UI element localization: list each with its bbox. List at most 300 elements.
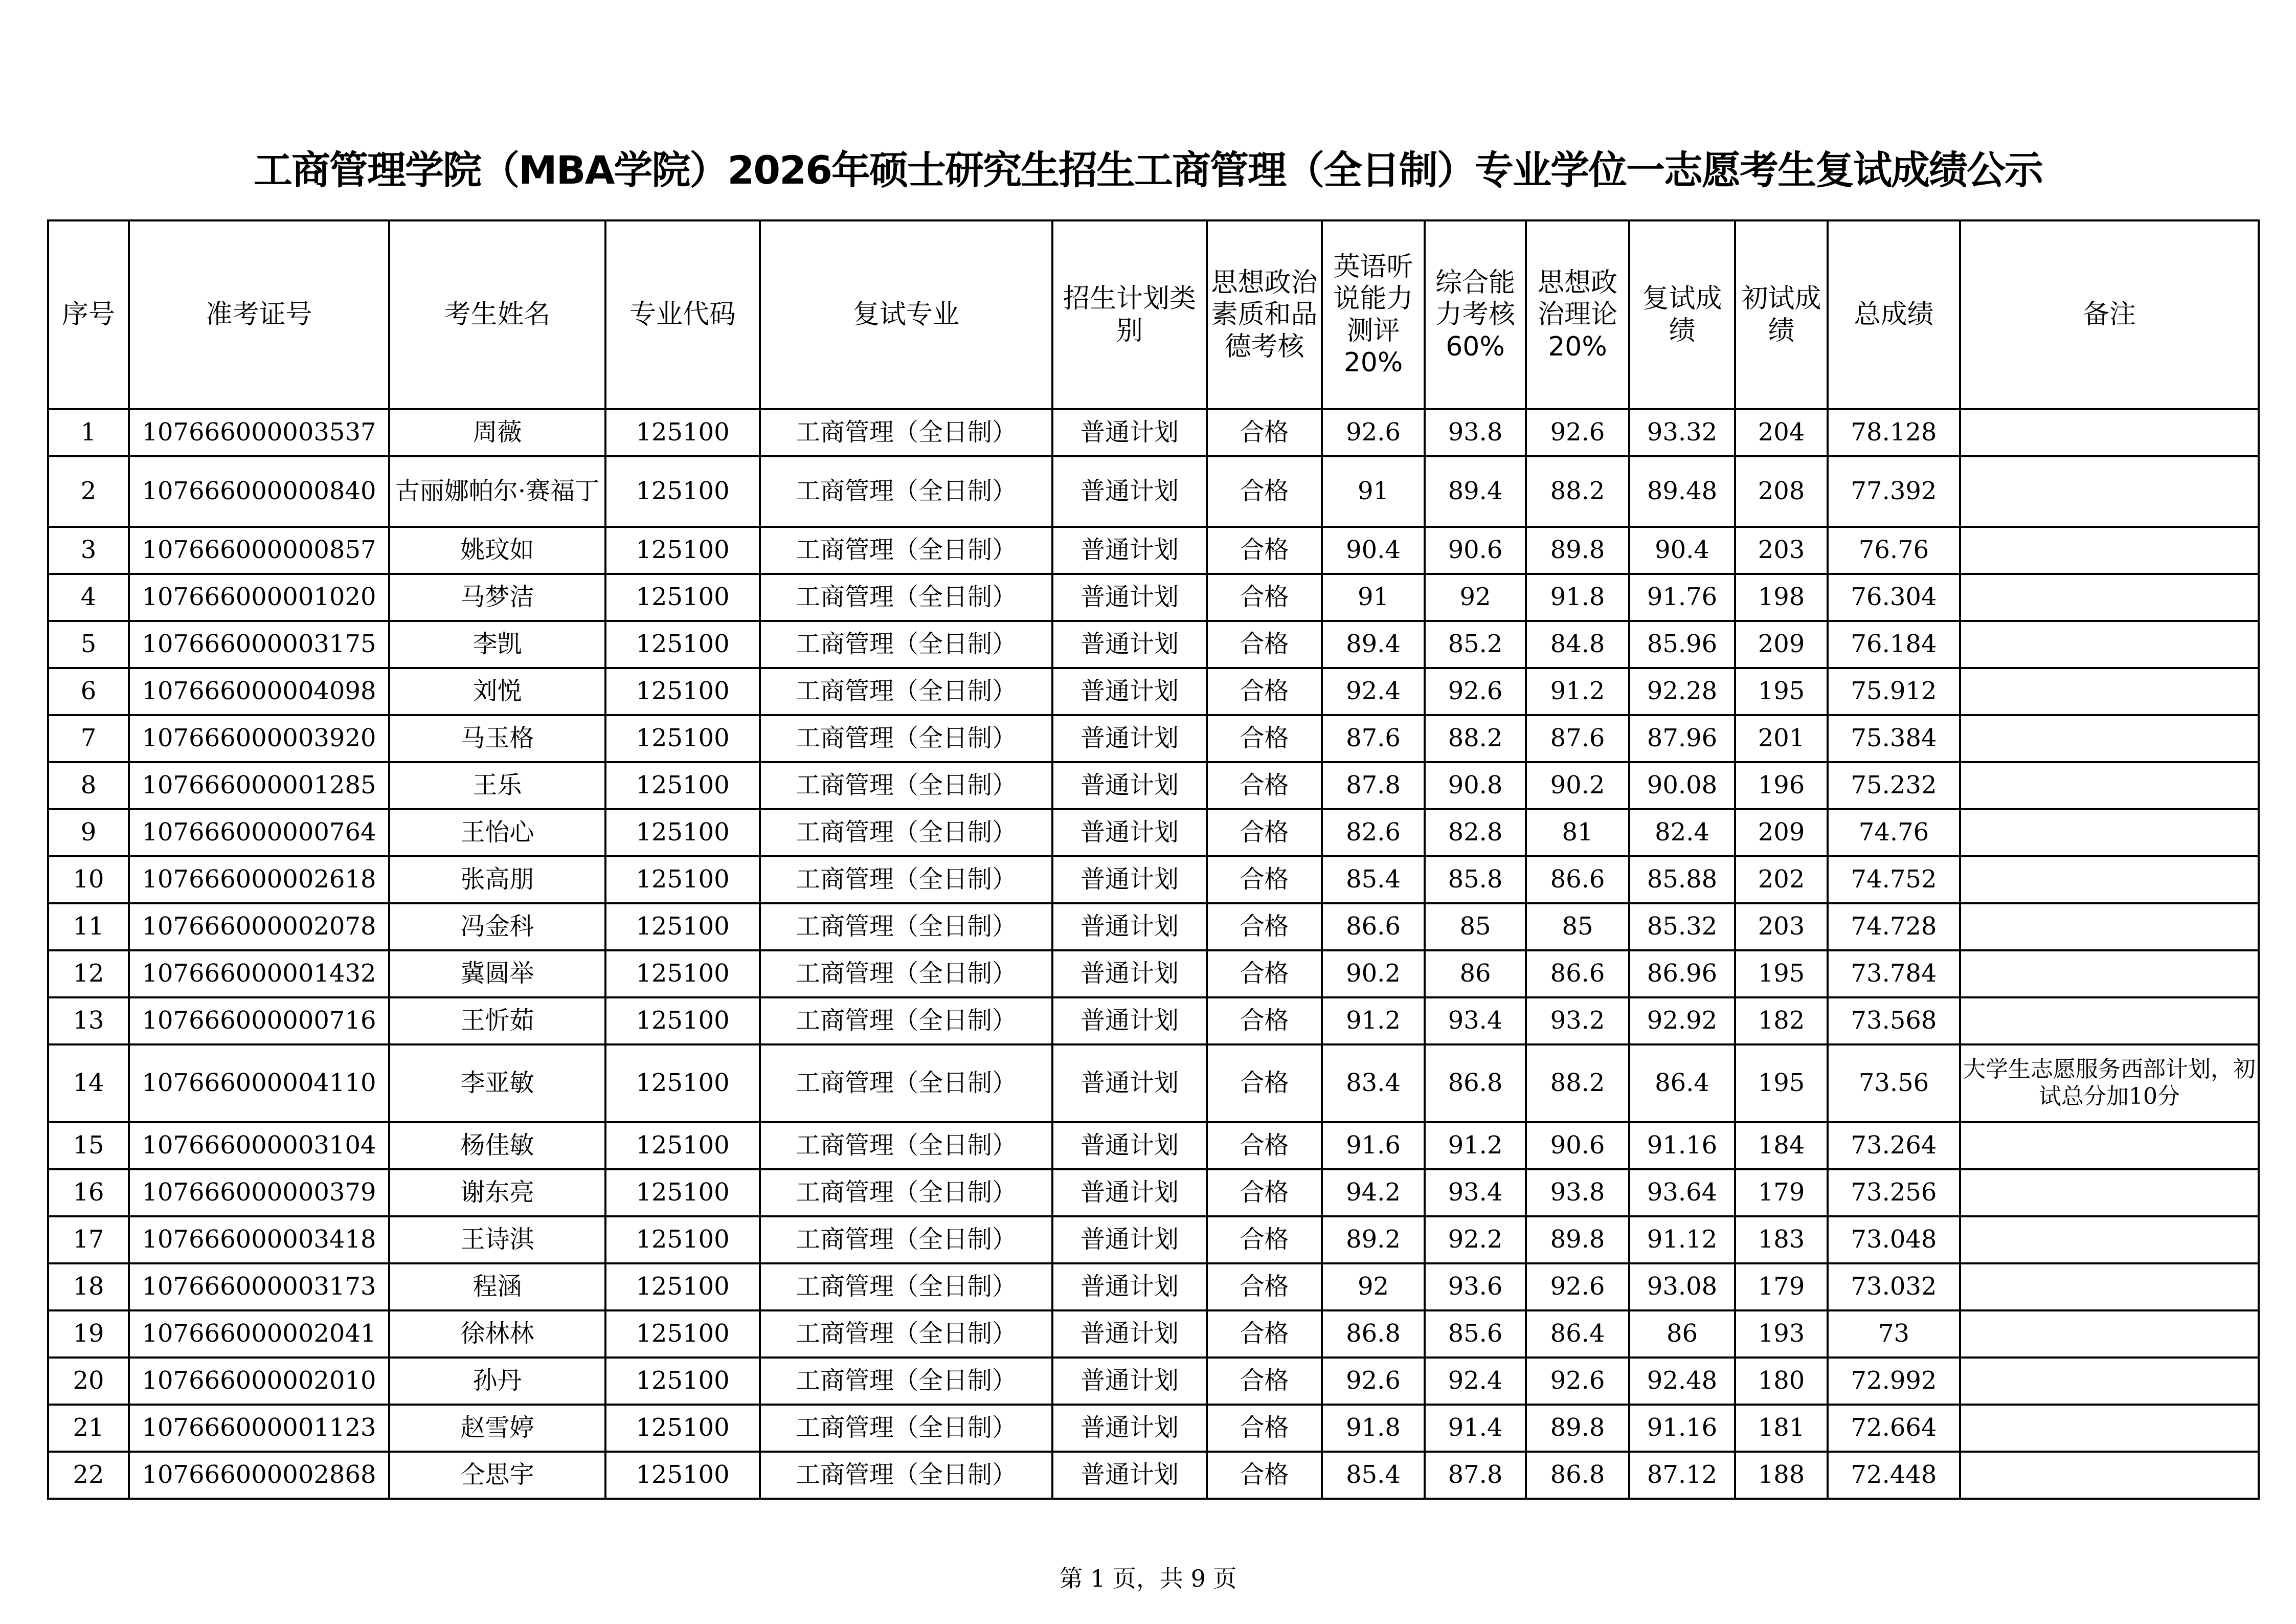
table-cell: 107666000001285 — [129, 762, 389, 809]
table-cell: 合格 — [1207, 1452, 1322, 1499]
table-cell: 82.8 — [1425, 809, 1526, 856]
table-row — [48, 1263, 2259, 1310]
table-cell: 93.32 — [1629, 409, 1735, 456]
table-cell: 合格 — [1207, 809, 1322, 856]
table-cell: 冯金科 — [389, 903, 605, 950]
table-cell: 73.784 — [1828, 950, 1960, 997]
table-cell — [1960, 456, 2259, 527]
table-cell: 125100 — [605, 621, 760, 668]
table-cell: 107666000001123 — [129, 1405, 389, 1452]
table-cell: 72.448 — [1828, 1452, 1960, 1499]
table-cell: 89.2 — [1322, 1216, 1425, 1263]
table-cell: 125100 — [605, 527, 760, 574]
table-cell: 86.4 — [1629, 1044, 1735, 1122]
table-cell: 84.8 — [1526, 621, 1629, 668]
table-cell: 冀圆举 — [389, 950, 605, 997]
table-cell: 12 — [48, 950, 129, 997]
table-cell: 90.4 — [1629, 527, 1735, 574]
table-cell: 普通计划 — [1052, 456, 1207, 527]
table-cell: 89.48 — [1629, 456, 1735, 527]
column-header: 思想政治理论20% — [1526, 220, 1629, 409]
table-cell: 91.76 — [1629, 574, 1735, 621]
table-cell: 125100 — [605, 1216, 760, 1263]
table-cell: 普通计划 — [1052, 1405, 1207, 1452]
table-cell: 125100 — [605, 1358, 760, 1405]
table-cell: 125100 — [605, 409, 760, 456]
table-cell: 合格 — [1207, 668, 1322, 715]
table-cell: 125100 — [605, 1169, 760, 1216]
table-cell: 92.6 — [1425, 668, 1526, 715]
table-cell: 91 — [1322, 456, 1425, 527]
table-cell: 107666000003537 — [129, 409, 389, 456]
table-cell: 工商管理（全日制） — [760, 1122, 1052, 1169]
table-cell: 107666000000764 — [129, 809, 389, 856]
table-cell: 73 — [1828, 1310, 1960, 1358]
table-cell — [1960, 527, 2259, 574]
table-cell: 88.2 — [1425, 715, 1526, 762]
table-cell — [1960, 809, 2259, 856]
score-table — [47, 219, 2260, 1500]
column-header: 初试成绩 — [1735, 220, 1828, 409]
table-body — [48, 409, 2259, 1499]
column-header: 招生计划类别 — [1052, 220, 1207, 409]
table-cell: 86.8 — [1526, 1452, 1629, 1499]
table-cell: 91.16 — [1629, 1405, 1735, 1452]
table-cell: 73.048 — [1828, 1216, 1960, 1263]
table-cell: 工商管理（全日制） — [760, 950, 1052, 997]
table-cell: 201 — [1735, 715, 1828, 762]
table-cell: 杨佳敏 — [389, 1122, 605, 1169]
table-cell: 204 — [1735, 409, 1828, 456]
table-cell: 85.6 — [1425, 1310, 1526, 1358]
table-cell: 209 — [1735, 621, 1828, 668]
table-cell: 18 — [48, 1263, 129, 1310]
table-cell: 马梦洁 — [389, 574, 605, 621]
table-row — [48, 762, 2259, 809]
table-cell: 工商管理（全日制） — [760, 1452, 1052, 1499]
table-cell: 107666000002078 — [129, 903, 389, 950]
table-cell: 王忻茹 — [389, 997, 605, 1044]
table-cell: 77.392 — [1828, 456, 1960, 527]
table-header-row — [48, 220, 2259, 409]
table-cell: 合格 — [1207, 1216, 1322, 1263]
table-cell: 209 — [1735, 809, 1828, 856]
table-cell: 86.6 — [1322, 903, 1425, 950]
table-cell: 89.4 — [1322, 621, 1425, 668]
table-cell: 107666000004110 — [129, 1044, 389, 1122]
table-cell: 91.8 — [1322, 1405, 1425, 1452]
table-cell: 姚玟如 — [389, 527, 605, 574]
table-cell: 90.8 — [1425, 762, 1526, 809]
table-cell: 7 — [48, 715, 129, 762]
table-cell: 90.2 — [1526, 762, 1629, 809]
table-cell — [1960, 1310, 2259, 1358]
table-cell: 1 — [48, 409, 129, 456]
table-cell: 107666000000840 — [129, 456, 389, 527]
table-cell: 107666000003104 — [129, 1122, 389, 1169]
table-cell: 85.96 — [1629, 621, 1735, 668]
table-cell — [1960, 997, 2259, 1044]
table-cell: 182 — [1735, 997, 1828, 1044]
table-cell: 工商管理（全日制） — [760, 903, 1052, 950]
table-cell: 合格 — [1207, 997, 1322, 1044]
table-cell: 85.2 — [1425, 621, 1526, 668]
table-cell: 19 — [48, 1310, 129, 1358]
table-row — [48, 574, 2259, 621]
table-cell: 工商管理（全日制） — [760, 409, 1052, 456]
table-cell: 76.76 — [1828, 527, 1960, 574]
table-cell: 21 — [48, 1405, 129, 1452]
table-cell: 196 — [1735, 762, 1828, 809]
table-cell: 92.6 — [1526, 409, 1629, 456]
table-cell: 工商管理（全日制） — [760, 574, 1052, 621]
table-cell: 83.4 — [1322, 1044, 1425, 1122]
table-cell: 73.256 — [1828, 1169, 1960, 1216]
table-cell: 76.304 — [1828, 574, 1960, 621]
table-cell: 125100 — [605, 997, 760, 1044]
column-header: 序号 — [48, 220, 129, 409]
column-header: 考生姓名 — [389, 220, 605, 409]
table-cell: 82.4 — [1629, 809, 1735, 856]
table-cell: 合格 — [1207, 1169, 1322, 1216]
table-cell: 88.2 — [1526, 1044, 1629, 1122]
table-cell: 工商管理（全日制） — [760, 1169, 1052, 1216]
table-cell: 85.8 — [1425, 856, 1526, 903]
table-cell: 90.08 — [1629, 762, 1735, 809]
table-cell: 11 — [48, 903, 129, 950]
table-cell: 72.664 — [1828, 1405, 1960, 1452]
table-row — [48, 1452, 2259, 1499]
table-cell: 195 — [1735, 950, 1828, 997]
table-row — [48, 1122, 2259, 1169]
column-header: 准考证号 — [129, 220, 389, 409]
table-cell: 徐林林 — [389, 1310, 605, 1358]
table-cell: 张高朋 — [389, 856, 605, 903]
table-row — [48, 668, 2259, 715]
table-cell: 92.4 — [1425, 1358, 1526, 1405]
table-cell: 普通计划 — [1052, 762, 1207, 809]
table-row — [48, 903, 2259, 950]
table-cell: 125100 — [605, 950, 760, 997]
table-cell: 90.2 — [1322, 950, 1425, 997]
table-cell: 125100 — [605, 715, 760, 762]
table-cell: 85.32 — [1629, 903, 1735, 950]
table-row — [48, 1405, 2259, 1452]
table-cell: 76.184 — [1828, 621, 1960, 668]
table-cell: 87.8 — [1322, 762, 1425, 809]
table-cell: 93.4 — [1425, 1169, 1526, 1216]
table-cell: 马玉格 — [389, 715, 605, 762]
table-cell — [1960, 574, 2259, 621]
table-cell: 工商管理（全日制） — [760, 668, 1052, 715]
table-row — [48, 621, 2259, 668]
table-cell: 90.6 — [1425, 527, 1526, 574]
table-cell: 92 — [1322, 1263, 1425, 1310]
table-cell: 85.88 — [1629, 856, 1735, 903]
column-header: 复试成绩 — [1629, 220, 1735, 409]
table-cell: 20 — [48, 1358, 129, 1405]
table-cell: 90.4 — [1322, 527, 1425, 574]
table-cell — [1960, 621, 2259, 668]
table-cell: 15 — [48, 1122, 129, 1169]
table-cell: 78.128 — [1828, 409, 1960, 456]
table-cell: 82.6 — [1322, 809, 1425, 856]
table-cell: 184 — [1735, 1122, 1828, 1169]
table-cell: 普通计划 — [1052, 997, 1207, 1044]
table-cell: 93.8 — [1425, 409, 1526, 456]
table-cell: 91.8 — [1526, 574, 1629, 621]
page-footer: 第 1 页，共 9 页 — [1059, 1565, 1237, 1592]
table-cell: 8 — [48, 762, 129, 809]
table-cell: 王乐 — [389, 762, 605, 809]
table-cell: 92.6 — [1526, 1358, 1629, 1405]
table-cell: 92.92 — [1629, 997, 1735, 1044]
table-cell: 91.12 — [1629, 1216, 1735, 1263]
table-cell: 9 — [48, 809, 129, 856]
table-cell: 179 — [1735, 1169, 1828, 1216]
table-cell: 92.4 — [1322, 668, 1425, 715]
table-row — [48, 409, 2259, 456]
table-cell: 91.6 — [1322, 1122, 1425, 1169]
table-cell: 107666000002041 — [129, 1310, 389, 1358]
table-row — [48, 1310, 2259, 1358]
table-cell: 工商管理（全日制） — [760, 621, 1052, 668]
table-cell — [1960, 715, 2259, 762]
table-cell: 94.2 — [1322, 1169, 1425, 1216]
table-cell: 合格 — [1207, 1310, 1322, 1358]
table-cell: 125100 — [605, 903, 760, 950]
table-cell: 208 — [1735, 456, 1828, 527]
table-cell: 工商管理（全日制） — [760, 997, 1052, 1044]
table-cell: 合格 — [1207, 456, 1322, 527]
table-cell: 合格 — [1207, 574, 1322, 621]
table-cell: 王诗淇 — [389, 1216, 605, 1263]
table-row — [48, 1358, 2259, 1405]
table-row — [48, 1169, 2259, 1216]
table-cell: 87.6 — [1322, 715, 1425, 762]
table-cell: 125100 — [605, 456, 760, 527]
table-cell: 125100 — [605, 668, 760, 715]
table-cell: 92.28 — [1629, 668, 1735, 715]
table-cell: 合格 — [1207, 621, 1322, 668]
table-cell: 合格 — [1207, 1358, 1322, 1405]
table-cell: 107666000003418 — [129, 1216, 389, 1263]
table-cell: 合格 — [1207, 1263, 1322, 1310]
table-cell: 92.6 — [1322, 1358, 1425, 1405]
table-cell: 85 — [1425, 903, 1526, 950]
table-cell: 81 — [1526, 809, 1629, 856]
table-cell: 92.48 — [1629, 1358, 1735, 1405]
table-cell: 125100 — [605, 1044, 760, 1122]
table-cell: 93.2 — [1526, 997, 1629, 1044]
table-row — [48, 527, 2259, 574]
table-cell — [1960, 1216, 2259, 1263]
table-cell: 107666000000857 — [129, 527, 389, 574]
table-cell: 125100 — [605, 1405, 760, 1452]
table-cell: 180 — [1735, 1358, 1828, 1405]
table-cell: 125100 — [605, 762, 760, 809]
table-cell: 72.992 — [1828, 1358, 1960, 1405]
table-cell: 107666000001432 — [129, 950, 389, 997]
table-cell — [1960, 409, 2259, 456]
table-cell: 86 — [1425, 950, 1526, 997]
table-cell: 工商管理（全日制） — [760, 1405, 1052, 1452]
table-cell: 工商管理（全日制） — [760, 856, 1052, 903]
table-cell: 195 — [1735, 668, 1828, 715]
table-cell: 4 — [48, 574, 129, 621]
table-cell: 107666000003173 — [129, 1263, 389, 1310]
table-cell: 107666000003175 — [129, 621, 389, 668]
table-cell: 203 — [1735, 903, 1828, 950]
table-cell: 古丽娜帕尔·赛福丁 — [389, 456, 605, 527]
table-cell: 88.2 — [1526, 456, 1629, 527]
table-cell: 203 — [1735, 527, 1828, 574]
table-cell: 李亚敏 — [389, 1044, 605, 1122]
table-cell: 125100 — [605, 1122, 760, 1169]
column-header: 总成绩 — [1828, 220, 1960, 409]
table-cell: 107666000000716 — [129, 997, 389, 1044]
table-cell — [1960, 1169, 2259, 1216]
table-cell: 93.8 — [1526, 1169, 1629, 1216]
table-cell: 91.16 — [1629, 1122, 1735, 1169]
table-cell: 93.08 — [1629, 1263, 1735, 1310]
table-row — [48, 715, 2259, 762]
table-cell: 87.12 — [1629, 1452, 1735, 1499]
table-cell: 合格 — [1207, 950, 1322, 997]
table-cell: 195 — [1735, 1044, 1828, 1122]
table-cell: 74.76 — [1828, 809, 1960, 856]
table-cell: 107666000003920 — [129, 715, 389, 762]
column-header: 备注 — [1960, 220, 2259, 409]
table-cell: 合格 — [1207, 1122, 1322, 1169]
table-cell: 16 — [48, 1169, 129, 1216]
table-cell: 普通计划 — [1052, 527, 1207, 574]
table-cell — [1960, 668, 2259, 715]
table-cell: 179 — [1735, 1263, 1828, 1310]
table-cell: 73.56 — [1828, 1044, 1960, 1122]
table-cell — [1960, 1263, 2259, 1310]
table-cell: 李凯 — [389, 621, 605, 668]
table-cell: 赵雪婷 — [389, 1405, 605, 1452]
table-cell: 仝思宇 — [389, 1452, 605, 1499]
table-cell: 22 — [48, 1452, 129, 1499]
table-cell: 普通计划 — [1052, 1310, 1207, 1358]
table-cell: 王怡心 — [389, 809, 605, 856]
table-row — [48, 1216, 2259, 1263]
table-cell: 92.6 — [1322, 409, 1425, 456]
table-cell: 75.912 — [1828, 668, 1960, 715]
table-cell — [1960, 1452, 2259, 1499]
table-cell: 工商管理（全日制） — [760, 1263, 1052, 1310]
table-cell: 107666000000379 — [129, 1169, 389, 1216]
table-cell: 工商管理（全日制） — [760, 809, 1052, 856]
table-cell: 合格 — [1207, 762, 1322, 809]
table-cell: 工商管理（全日制） — [760, 1044, 1052, 1122]
table-cell: 14 — [48, 1044, 129, 1122]
table-row — [48, 456, 2259, 527]
table-cell: 孙丹 — [389, 1358, 605, 1405]
table-cell: 85.4 — [1322, 856, 1425, 903]
table-cell: 工商管理（全日制） — [760, 1358, 1052, 1405]
table-cell: 91.2 — [1425, 1122, 1526, 1169]
table-cell: 193 — [1735, 1310, 1828, 1358]
table-cell: 周薇 — [389, 409, 605, 456]
column-header: 思想政治素质和品德考核 — [1207, 220, 1322, 409]
table-row — [48, 950, 2259, 997]
table-cell: 74.752 — [1828, 856, 1960, 903]
table-cell: 普通计划 — [1052, 809, 1207, 856]
table-cell: 85.4 — [1322, 1452, 1425, 1499]
table-cell — [1960, 1122, 2259, 1169]
table-cell: 107666000001020 — [129, 574, 389, 621]
table-cell: 91.2 — [1322, 997, 1425, 1044]
table-row — [48, 856, 2259, 903]
table-cell: 107666000004098 — [129, 668, 389, 715]
table-cell: 2 — [48, 456, 129, 527]
column-header: 专业代码 — [605, 220, 760, 409]
table-cell: 6 — [48, 668, 129, 715]
table-cell: 合格 — [1207, 527, 1322, 574]
table-cell: 125100 — [605, 574, 760, 621]
table-cell: 程涵 — [389, 1263, 605, 1310]
table-cell: 合格 — [1207, 856, 1322, 903]
table-cell: 91 — [1322, 574, 1425, 621]
table-cell: 87.96 — [1629, 715, 1735, 762]
table-cell: 125100 — [605, 856, 760, 903]
table-cell: 普通计划 — [1052, 950, 1207, 997]
table-cell: 75.232 — [1828, 762, 1960, 809]
table-cell: 合格 — [1207, 715, 1322, 762]
table-cell: 17 — [48, 1216, 129, 1263]
table-cell: 125100 — [605, 1452, 760, 1499]
table-cell: 92.2 — [1425, 1216, 1526, 1263]
table-cell — [1960, 950, 2259, 997]
table-cell: 86 — [1629, 1310, 1735, 1358]
table-cell: 工商管理（全日制） — [760, 1310, 1052, 1358]
table-cell: 125100 — [605, 1263, 760, 1310]
table-cell: 86.6 — [1526, 950, 1629, 997]
table-cell: 86.4 — [1526, 1310, 1629, 1358]
table-cell: 73.264 — [1828, 1122, 1960, 1169]
table-cell: 普通计划 — [1052, 621, 1207, 668]
table-cell: 93.6 — [1425, 1263, 1526, 1310]
table-cell: 73.032 — [1828, 1263, 1960, 1310]
table-cell: 工商管理（全日制） — [760, 715, 1052, 762]
table-cell: 86.8 — [1322, 1310, 1425, 1358]
column-header: 英语听说能力测评20% — [1322, 220, 1425, 409]
table-cell: 普通计划 — [1052, 1044, 1207, 1122]
table-cell: 合格 — [1207, 1044, 1322, 1122]
table-cell: 工商管理（全日制） — [760, 527, 1052, 574]
table-cell: 93.4 — [1425, 997, 1526, 1044]
table-cell — [1960, 762, 2259, 809]
table-cell: 87.8 — [1425, 1452, 1526, 1499]
table-cell: 刘悦 — [389, 668, 605, 715]
table-cell: 87.6 — [1526, 715, 1629, 762]
table-cell: 125100 — [605, 1310, 760, 1358]
table-cell: 89.8 — [1526, 1216, 1629, 1263]
table-cell: 86.8 — [1425, 1044, 1526, 1122]
table-cell: 90.6 — [1526, 1122, 1629, 1169]
table-cell: 74.728 — [1828, 903, 1960, 950]
table-cell: 93.64 — [1629, 1169, 1735, 1216]
table-cell: 107666000002868 — [129, 1452, 389, 1499]
table-cell: 89.8 — [1526, 527, 1629, 574]
table-cell: 合格 — [1207, 903, 1322, 950]
table-cell: 92 — [1425, 574, 1526, 621]
table-cell: 5 — [48, 621, 129, 668]
column-header: 综合能力考核60% — [1425, 220, 1526, 409]
